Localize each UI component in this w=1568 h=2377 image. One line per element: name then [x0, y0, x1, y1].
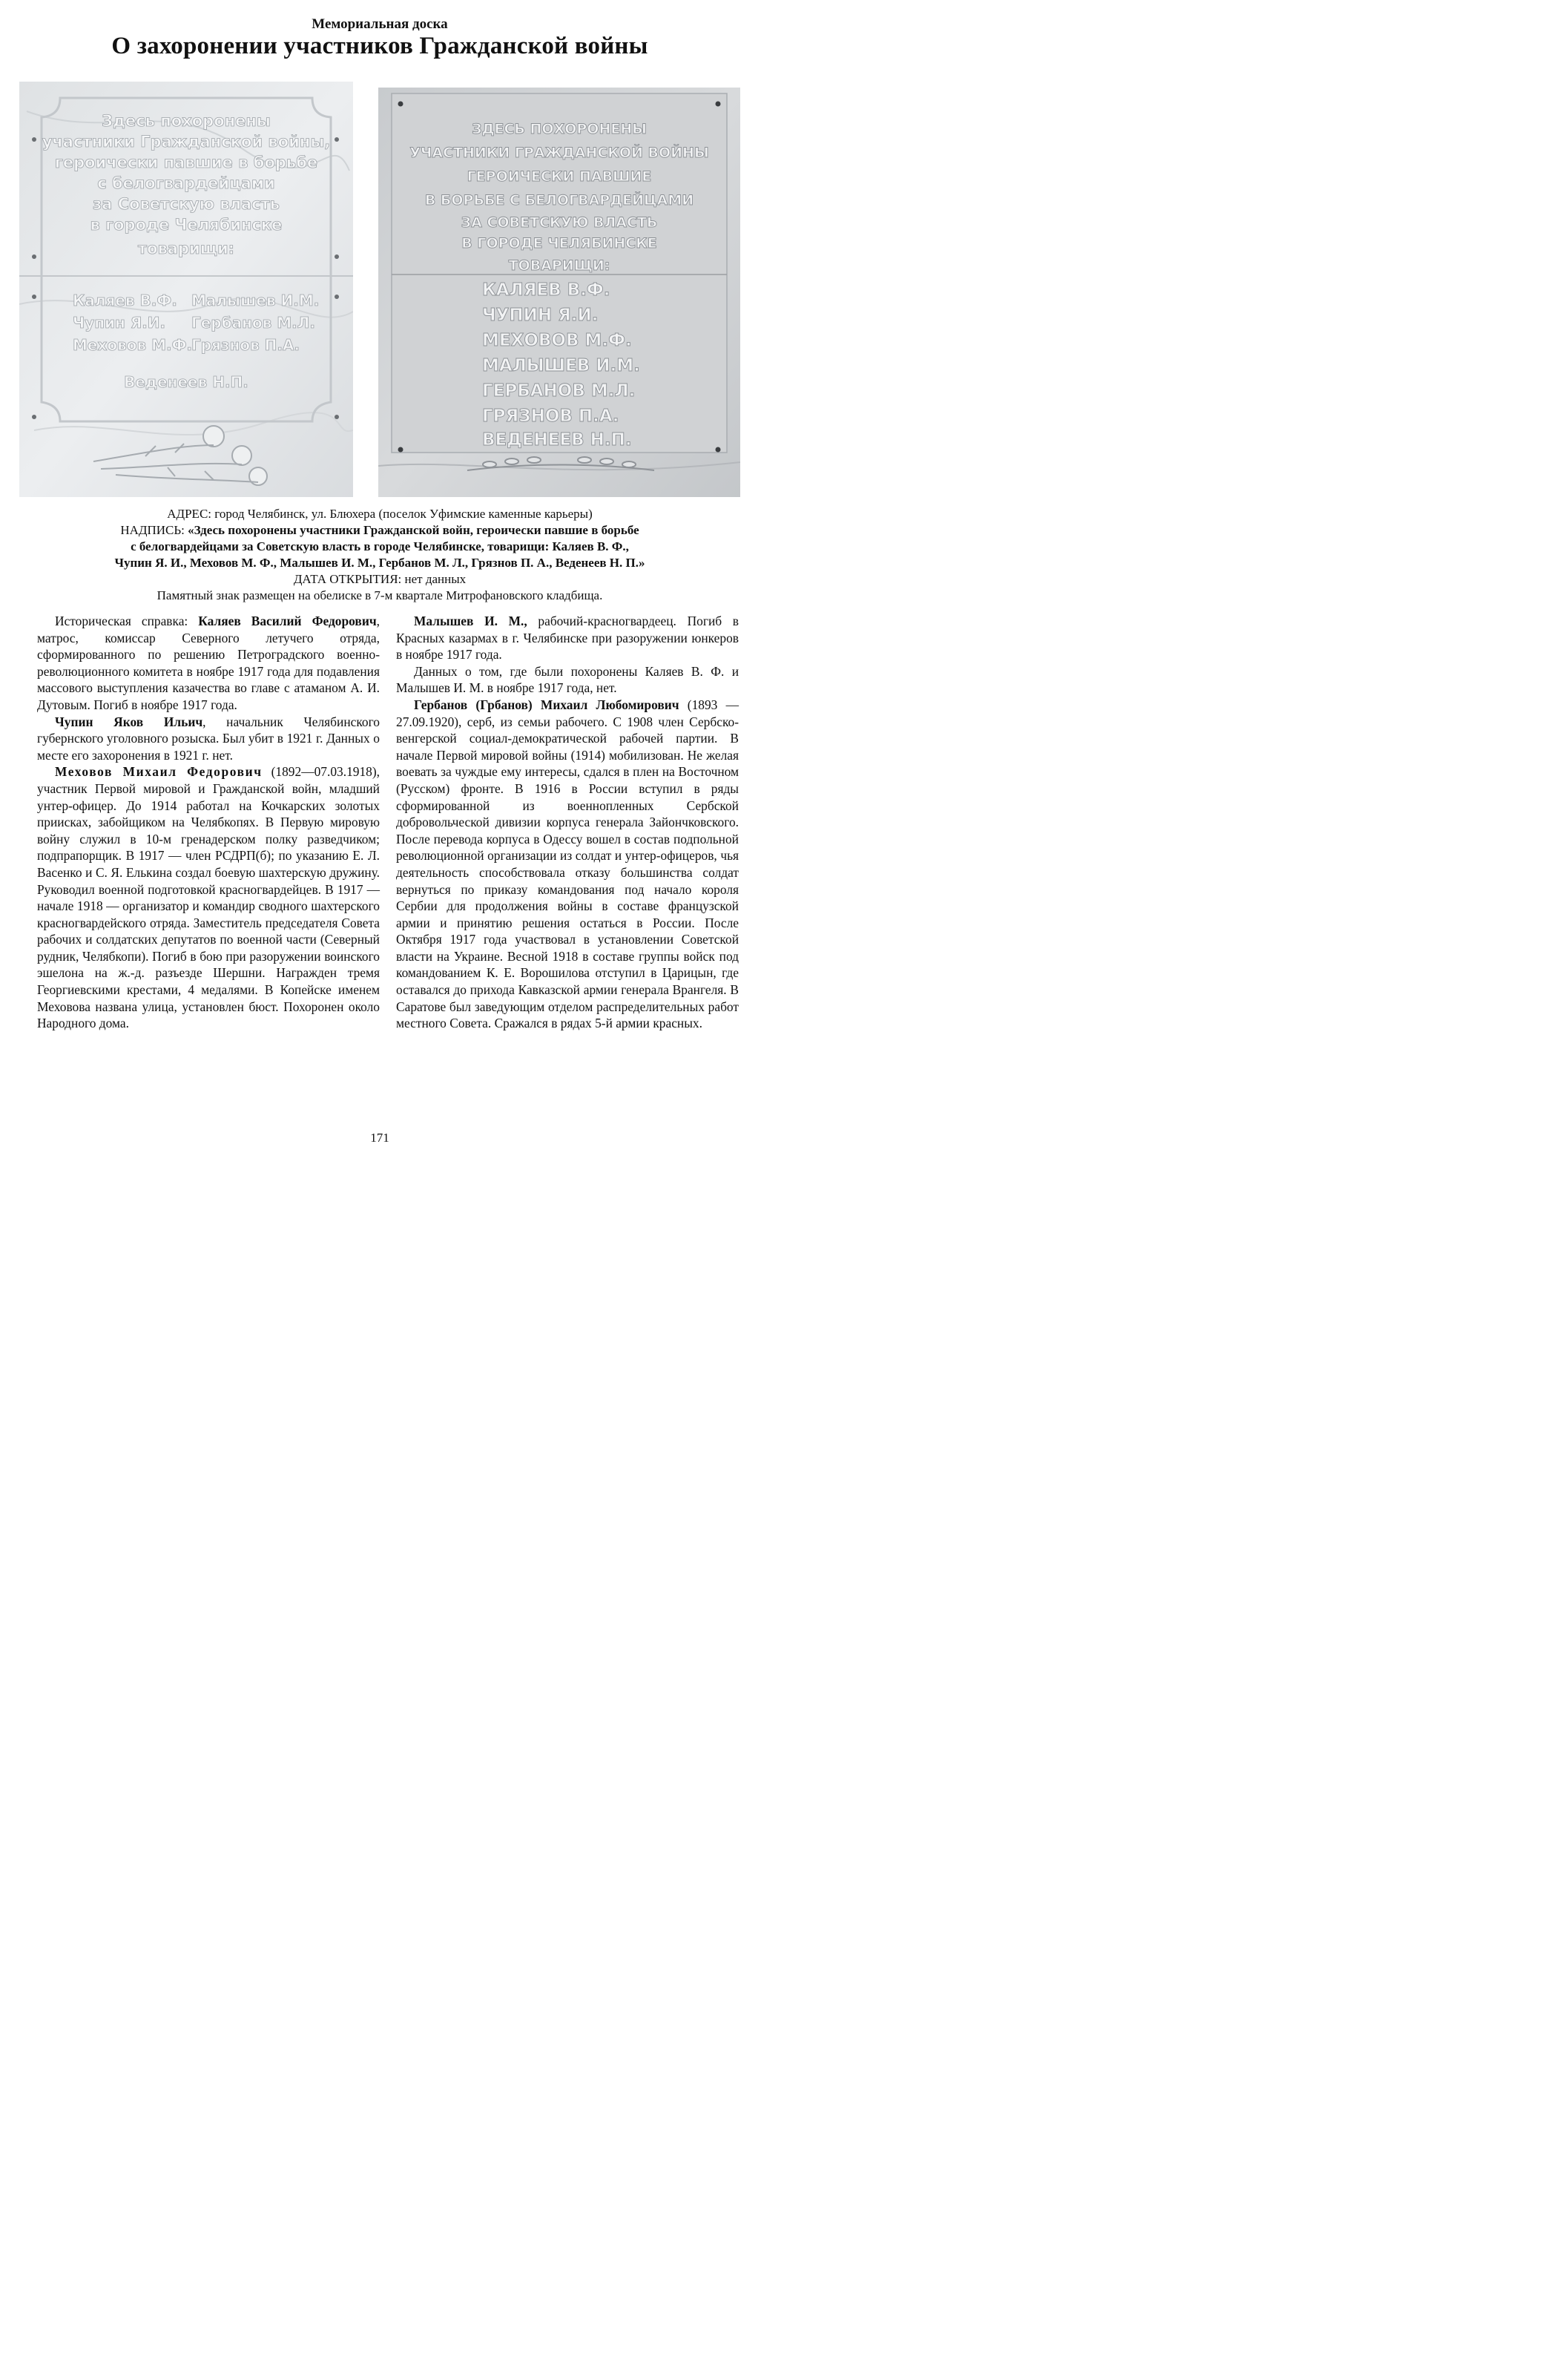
right-plaque-line: В ГОРОДЕ ЧЕЛЯБИНСКЕ — [461, 235, 657, 251]
page-number: 171 — [370, 1131, 389, 1145]
right-plaque-line: ТОВАРИЩИ: — [508, 257, 610, 274]
location-note: Памятный знак размещен на обелиске в 7-м квартале Митрофановского кладбища. — [157, 588, 603, 602]
right-plaque-line: УЧАСТНИКИ ГРАЖДАНСКОЙ ВОЙНЫ — [409, 145, 709, 161]
left-plaque-line: товарищи: — [137, 240, 235, 257]
inscription-line: Чупин Я. И., Меховов М. Ф., Малышев И. М., Гербанов М. Л., Грязнов П. А., Веденеев Н. П.» — [114, 556, 645, 570]
left-plaque-photo — [19, 82, 353, 497]
right-plaque-name: ГРЯЗНОВ П.А. — [482, 407, 619, 426]
left-plaque-name: Меховов М.Ф. — [73, 336, 193, 354]
right-plaque-name: МАЛЫШЕВ И.М. — [482, 356, 640, 375]
section-kicker: Мемориальная доска — [312, 16, 448, 32]
burial-note: Данных о том, где были похоронены Каляев В. Ф. и Малышев И. М. в ноябре 1917 года, нет. — [396, 663, 739, 696]
photo-caption — [15, 506, 745, 604]
left-plaque-name: Веденеев Н.П. — [124, 373, 248, 391]
right-text-column — [396, 613, 739, 1032]
right-plaque-name: ВЕДЕНЕЕВ Н.П. — [482, 430, 632, 450]
left-plaque-line: Здесь похоронены — [102, 112, 271, 130]
left-plaque-name: Каляев В.Ф. — [73, 292, 177, 309]
left-plaque-line: с белогвардейцами — [97, 174, 275, 192]
right-plaque-photo — [378, 88, 740, 497]
left-plaque-name: Малышев И.М. — [191, 292, 320, 309]
left-plaque-line: в городе Челябинске — [90, 216, 283, 234]
right-plaque-name: ЧУПИН Я.И. — [482, 306, 599, 325]
left-plaque-line: героически павшие в борьбе — [54, 154, 318, 171]
right-plaque-name: ГЕРБАНОВ М.Л. — [482, 381, 636, 401]
opening-date-line: ДАТА ОТКРЫТИЯ: нет данных — [293, 572, 467, 586]
left-plaque-name: Чупин Я.И. — [73, 314, 166, 332]
left-plaque-line: участники Гражданской войны, — [42, 133, 331, 151]
right-plaque-line: ЗДЕСЬ ПОХОРОНЕНЫ — [472, 121, 647, 137]
bio-mekhovov: Меховов Михаил Федорович (1892—07.03.1918), участник Первой мировой и Гражданской войн, младший унтер-офицер. До 1914 работал на Кочкарских золотых приисках, забойщиком на Челябкопях. В Первую мировую войну служил в 10-м гренадерском полку разведчиком; подпрапорщик. В 1917 — член РСДРП(б); по указанию Е. Л. Васенко и С. Я. Елькина создал боевую шахтерскую дружину. Руководил военной подготовкой красногвардейцев. В 1917 — начале 1918 — организатор и командир сводного шахтерского красногвардейского отряда. Заместитель председателя Совета рабочих и солдатских депутатов по военной части (Северный рудник, Челябкопи). Погиб в бою при разоружении воинского эшелона на ж.-д. разъезде Шершни. Награжден тремя Георгиевскими крестами, 4 медалями. В Копейске именем Меховова названа улица, установлен бюст. Похоронен около Народного дома. — [37, 764, 380, 1031]
left-plaque-name: Гербанов М.Л. — [191, 314, 315, 332]
page-title: О захоронении участников Гражданской войны — [111, 33, 648, 59]
right-plaque-name: КАЛЯЕВ В.Ф. — [482, 280, 610, 300]
right-plaque-line: ЗА СОВЕТСКУЮ ВЛАСТЬ — [461, 214, 658, 231]
bio-malyshev: Малышев И. М., рабочий-красногвардеец. Погиб в Красных казармах в г. Челябинске при разоружении юнкеров в ноябре 1917 года. — [396, 614, 739, 663]
left-plaque-name: Грязнов П.А. — [191, 336, 300, 354]
right-plaque-line: В БОРЬБЕ С БЕЛОГВАРДЕЙЦАМИ — [424, 192, 694, 208]
left-plaque-line: за Советскую власть — [92, 195, 280, 213]
inscription-line: НАДПИСЬ: «Здесь похоронены участники Гражданской войн, героически павшие в борьбе — [120, 523, 639, 537]
bio-kalyaev: Историческая справка: Каляев Василий Федорович, матрос, комиссар Северного летучего отряда, сформированного по решению Петроградского военно-революционного комитета в ноябре 1917 года для подавления массового выступления казачества во главе с атаманом А. И. Дутовым. Погиб в ноябре 1917 года. — [37, 614, 381, 712]
left-text-column — [37, 613, 380, 1032]
address-line: АДРЕС: город Челябинск, ул. Блюхера (поселок Уфимские каменные карьеры) — [167, 507, 593, 521]
inscription-line: с белогвардейцами за Советскую власть в городе Челябинске, товарищи: Каляев В. Ф., — [131, 539, 629, 553]
bio-gerbanov: Гербанов (Грбанов) Михаил Любомирович (1893 — 27.09.1920), серб, из семьи рабочего. С 1908 член Сербско-венгерской социал-демократической рабочей партии. В начале Первой мировой войны (1914) мобилизован. Не желая воевать за чуждые ему интересы, сдался в плен на Восточном (Русском) фронте. В 1916 в России вступил в ряды сформированной из военнопленных Сербской добровольческой дивизии корпуса генерала Зайончковского. После перевода корпуса в Одессу вошел в состав подпольной революционной организации из солдат и унтер-офицеров, чья деятельность способствовала отказу большинства солдат вернуться по приказу командования под начало короля Сербии для продолжения войны в составе французской армии и принятию решения остаться в России. После Октября 1917 года участвовал в установлении Советской власти на Украине. Весной 1918 в составе группы войск под командованием К. Е. Ворошилова отступил в Царицын, где оставался до прихода Кавказской армии генерала Врангеля. В Саратове был заведующим отделом распределительных работ местного Совета. Сражался в рядах 5-й армии красных. — [396, 697, 739, 1031]
bio-chupin: Чупин Яков Ильич, начальник Челябинского губернского уголовного розыска. Был убит в 1921 г. Данных о месте его захоронения в 1921 г. нет. — [37, 714, 381, 763]
right-plaque-line: ГЕРОИЧЕСКИ ПАВШИЕ — [467, 168, 652, 185]
right-plaque-name: МЕХОВОВ М.Ф. — [482, 331, 632, 350]
